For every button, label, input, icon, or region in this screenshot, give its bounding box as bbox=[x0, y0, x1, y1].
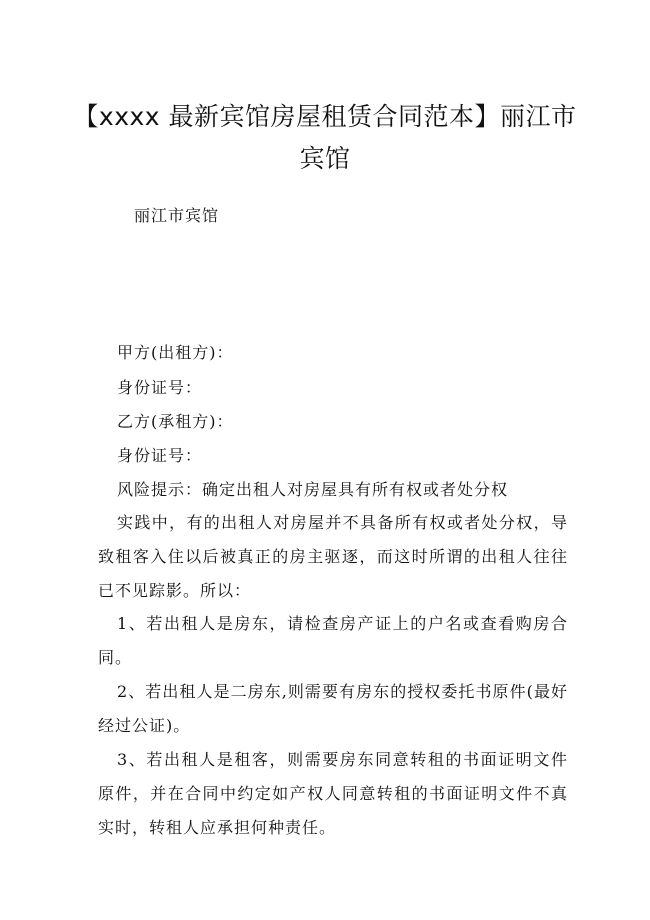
risk-tip: 风险提示：确定出租人对房屋具有所有权或者处分权 bbox=[117, 480, 509, 499]
paragraph-second-landlord: 2、若出租人是二房东,则需要有房东的授权委托书原件(最好经过公证)。 bbox=[98, 682, 568, 735]
party-b-id-field: 身份证号： bbox=[117, 446, 203, 465]
party-b-field: 乙方(承租方)： bbox=[117, 412, 234, 431]
paragraph-landlord: 1、若出租人是房东，请检查房产证上的户名或查看购房合同。 bbox=[98, 614, 568, 667]
document-subtitle: 丽江市宾馆 bbox=[134, 206, 220, 225]
paragraph-tenant-sublet: 3、若出租人是租客，则需要房东同意转租的书面证明文件原件，并在合同中约定如产权人同意转租的书面证明文件不真实时，转租人应承担何种责任。 bbox=[98, 750, 568, 837]
party-a-field: 甲方(出租方)： bbox=[117, 343, 234, 362]
party-a-id-field: 身份证号： bbox=[117, 378, 203, 397]
document-title: 【xxxx 最新宾馆房屋租赁合同范本】丽江市宾馆 bbox=[73, 102, 577, 173]
paragraph-practice: 实践中，有的出租人对房屋并不具备所有权或者处分权，导致租客入住以后被真正的房主驱逐，而这时所谓的出租人往往已不见踪影。所以： bbox=[98, 513, 568, 600]
